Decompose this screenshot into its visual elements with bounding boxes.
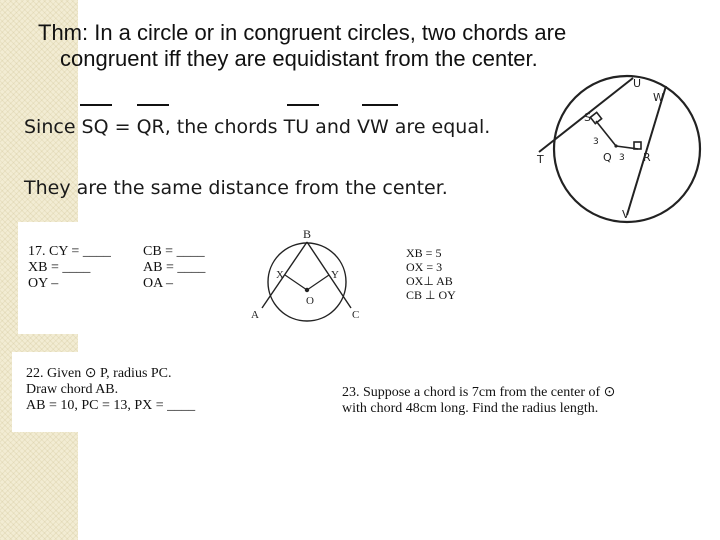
label-s: S xyxy=(584,111,591,124)
given-xb: XB = 5 xyxy=(406,246,442,260)
problem-22-line-1: 22. Given ⊙ P, radius PC. xyxy=(26,366,172,381)
problem-22-23-panel xyxy=(12,352,702,432)
label-q: Q xyxy=(603,151,612,164)
triangle-circle-figure xyxy=(248,224,368,324)
label-a: A xyxy=(251,309,259,321)
problem-17-row-2: XB = ____ xyxy=(28,260,91,275)
overbar-qr xyxy=(137,104,169,106)
center-q-dot xyxy=(614,144,617,147)
segment-sq xyxy=(596,121,616,146)
problem-17-row-3: OY – xyxy=(28,276,59,291)
chord-circle-figure xyxy=(520,70,720,230)
problem-17-lengths-right xyxy=(143,244,205,292)
label-o: O xyxy=(306,295,314,307)
main-circle xyxy=(554,76,700,222)
problem-17-panel xyxy=(18,222,456,334)
label-v: V xyxy=(622,208,630,221)
problem-22 xyxy=(26,366,195,414)
label-c: C xyxy=(352,309,360,321)
theorem-title xyxy=(30,20,690,72)
problem-23-line-1: 23. Suppose a chord is 7cm from the center of ⊙ xyxy=(342,385,616,400)
problem-23-line-2: with chord 48cm long. Find the radius length. xyxy=(342,401,599,416)
problem-23 xyxy=(342,385,615,417)
label-distance-qr: 3 xyxy=(619,153,625,163)
theorem-line-1: Thm: In a circle or in congruent circles, two chords are xyxy=(38,20,567,45)
theorem-line-2: congruent iff they are equidistant from the center. xyxy=(60,46,538,71)
overbar-tu xyxy=(287,104,319,106)
label-w: W xyxy=(653,91,664,104)
problem-17-row-1-right: CB = ____ xyxy=(143,244,205,259)
label-distance-sq: 3 xyxy=(593,137,599,147)
given-ox: OX = 3 xyxy=(406,260,443,274)
label-t: T xyxy=(537,153,544,166)
problem-17-row-2-right: AB = ____ xyxy=(143,260,206,275)
overbar-sq xyxy=(80,104,112,106)
label-b: B xyxy=(303,227,312,241)
problem-17-lengths xyxy=(28,244,111,292)
overbar-vw xyxy=(362,104,398,106)
problem-22-line-3: AB = 10, PC = 13, PX = ____ xyxy=(26,398,196,413)
label-u: U xyxy=(633,77,642,90)
label-r: R xyxy=(643,151,651,164)
label-y: Y xyxy=(331,269,339,281)
problem-17-row-1: 17. CY = ____ xyxy=(28,244,111,259)
problem-17-row-3-right: OA – xyxy=(143,276,173,291)
label-x: X xyxy=(276,269,284,281)
given-ox-perp-ab: OX⊥ AB xyxy=(406,274,453,288)
statement-equal-chords: Since SQ = QR, the chords TU and VW are equal. xyxy=(24,116,491,138)
center-o-dot xyxy=(305,288,309,292)
givens-box xyxy=(398,246,484,308)
statement-same-distance: They are the same distance from the center. xyxy=(24,177,448,199)
given-cb-perp-oy: CB ⊥ OY xyxy=(406,288,456,302)
segment-yo xyxy=(307,275,329,290)
problem-22-line-2: Draw chord AB. xyxy=(26,382,119,397)
segment-xo xyxy=(285,275,307,290)
